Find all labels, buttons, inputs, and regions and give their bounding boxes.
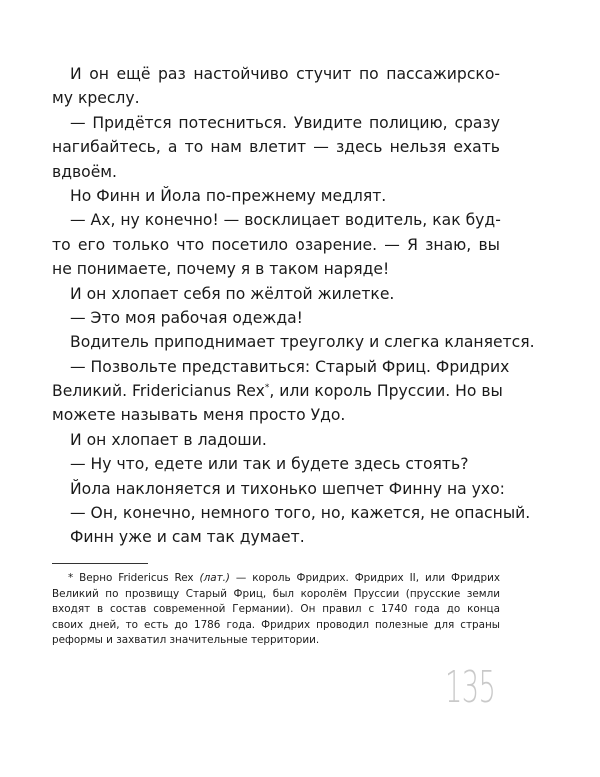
footnote-italic: (лат.) <box>199 572 230 584</box>
footnote-text: * Верно Fridericus Rex <box>68 572 200 584</box>
footnote <box>52 571 500 649</box>
footnote-line: своих дней, то есть до 1786 года. Фридрих проводил полезные для страны <box>52 618 500 631</box>
text-line: — Ну что, едете или так и будете здесь стоять? <box>70 455 469 474</box>
text-line: — Позвольте представиться: Старый Фриц. Фридрих <box>70 357 510 376</box>
text-line <box>52 379 503 403</box>
text-line: И он ещё раз настойчиво стучит по пассажирско- <box>70 65 500 83</box>
footnote-text: — король Фридрих. Фридрих II, или Фридрих <box>230 572 501 584</box>
main-text <box>52 62 535 550</box>
text-line: — Ах, ну конечно! — восклицает водитель, как буд- <box>70 211 501 230</box>
page-number: 135 <box>445 662 496 713</box>
text-line: вдвоём. <box>52 162 118 181</box>
text-fragment: Великий. Fridericianus Rex <box>52 382 265 401</box>
text-line: — Он, конечно, немного того, но, кажется, не опасный. <box>70 504 531 523</box>
text-line: — Это моя рабочая одежда! <box>70 308 303 327</box>
footnote-line <box>52 571 500 587</box>
text-fragment: , или король Пруссии. Но вы <box>269 382 503 401</box>
footnote-line: Великий по прозвищу Старый Фриц, был королём Пруссии (прусские земли <box>52 587 500 600</box>
text-line: И он хлопает в ладоши. <box>70 430 267 449</box>
text-line: И он хлопает себя по жёлтой жилетке. <box>70 284 395 303</box>
text-line: то его только что посетило озарение. — Я знаю, вы <box>52 235 500 254</box>
text-line: нагибайтесь, а то нам влетит — здесь нельзя ехать <box>52 138 500 157</box>
text-line: можете называть меня просто Удо. <box>52 406 346 425</box>
footnote-divider <box>52 563 148 564</box>
text-line: — Придётся потесниться. Увидите полицию, сразу <box>70 113 500 132</box>
text-line: му креслу. <box>52 89 140 108</box>
text-line: Финн уже и сам так думает. <box>70 528 305 547</box>
footnote-marker: * <box>264 382 270 393</box>
text-line: Водитель приподнимает треуголку и слегка кланяется. <box>70 333 535 352</box>
footnote-line: входят в состав современной Германии). Он правил с 1740 года до конца <box>52 603 500 615</box>
text-line: не понимаете, почему я в таком наряде! <box>52 260 390 279</box>
footnote-line: реформы и захватил значительные территории. <box>52 634 320 646</box>
text-line: Но Финн и Йола по-прежнему медлят. <box>70 186 387 205</box>
text-line: Йола наклоняется и тихонько шепчет Финну на ухо: <box>70 479 505 498</box>
